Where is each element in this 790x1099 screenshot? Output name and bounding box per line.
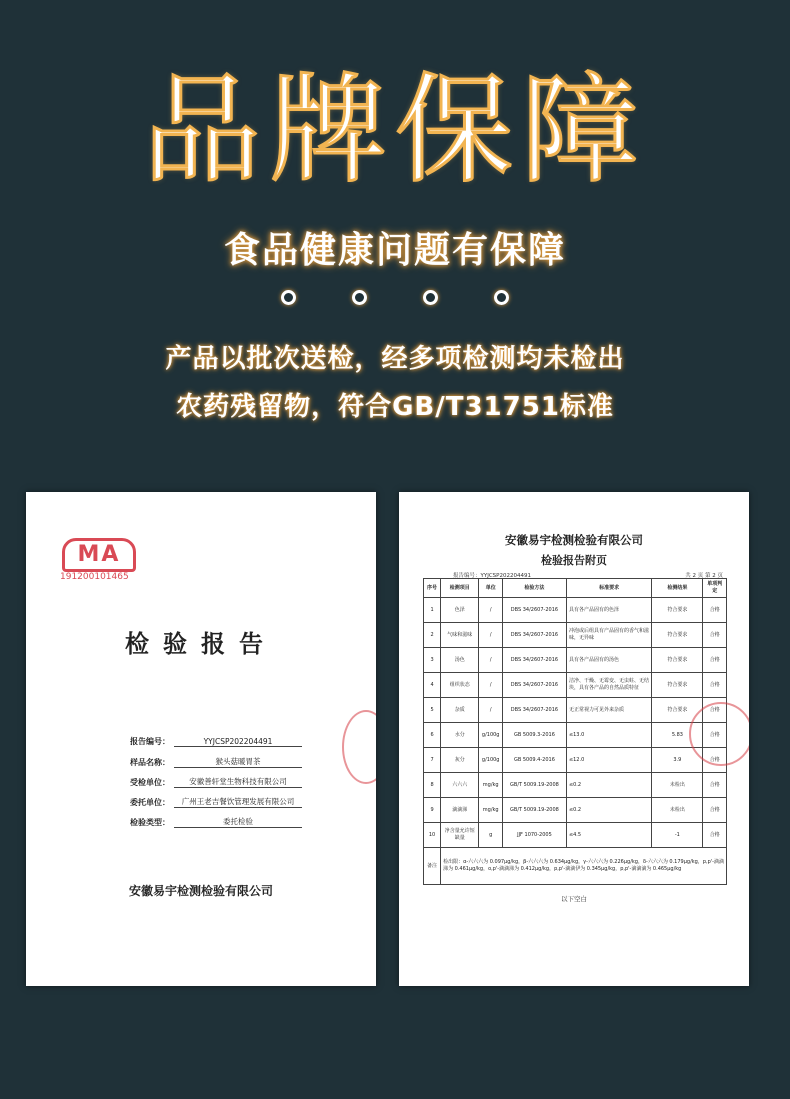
table-header-cell: 单项判定 — [703, 579, 727, 598]
table-header-cell: 序号 — [424, 579, 441, 598]
table-cell: 合格 — [703, 723, 727, 748]
table-cell: 色泽 — [441, 598, 479, 623]
table-cell: 8 — [424, 773, 441, 798]
seal-stamp — [342, 710, 376, 784]
table-row — [424, 673, 727, 698]
table-cell: 六六六 — [441, 773, 479, 798]
table-cell: 符合要求 — [652, 698, 703, 723]
table-cell: DBS 34/2607-2016 — [502, 698, 566, 723]
field-value: 安徽善轩堂生物科技有限公司 — [174, 776, 302, 788]
table-cell: 无正常视力可见外来杂质 — [566, 698, 651, 723]
description-line-1: 产品以批次送检，经多项检测均未检出 — [165, 344, 625, 374]
report-number: 报告编号：YYJCSP202204491 — [453, 573, 531, 579]
table-cell: 合格 — [703, 673, 727, 698]
dot-icon — [281, 290, 296, 305]
table-cell: 7 — [424, 748, 441, 773]
table-cell: 合格 — [703, 798, 727, 823]
table-row — [424, 723, 727, 748]
table-cell: 合格 — [703, 698, 727, 723]
table-cell: DBS 34/2607-2016 — [502, 623, 566, 648]
table-cell: DBS 34/2607-2016 — [502, 673, 566, 698]
table-cell: 汤色 — [441, 648, 479, 673]
field-value: YYJCSP202204491 — [174, 737, 302, 747]
table-cell: 水分 — [441, 723, 479, 748]
field-report-number — [130, 736, 302, 747]
table-cell: 洁净、干燥、无霉变、无虫蛀、无结块，具有各产品的自然品质特征 — [566, 673, 651, 698]
lab-name: 安徽易宇检测检验有限公司 — [128, 884, 273, 898]
table-cell: GB/T 5009.19-2008 — [502, 798, 566, 823]
report-appendix-clip — [399, 492, 749, 986]
table-cell: 具有各产品固有的汤色 — [566, 648, 651, 673]
table-cell: 气味和滋味 — [441, 623, 479, 648]
table-cell: 2 — [424, 623, 441, 648]
seal-stamp — [689, 702, 749, 766]
description-line-2: 农药残留物，符合GB/T31751标准 — [176, 392, 614, 422]
table-cell: GB 5009.3-2016 — [502, 723, 566, 748]
table-cell: 合格 — [703, 598, 727, 623]
end-marker: 以下空白 — [561, 895, 587, 903]
dot-icon — [352, 290, 367, 305]
page-indicator: 共 2 页 第 2 页 — [685, 573, 723, 579]
table-cell: 4 — [424, 673, 441, 698]
report-cover-clip — [26, 492, 376, 986]
table-row — [424, 798, 727, 823]
cma-logo: MA — [62, 538, 136, 572]
table-cell: GB 5009.4-2016 — [502, 748, 566, 773]
table-cell: 合格 — [703, 748, 727, 773]
field-label: 检验类型： — [130, 818, 170, 827]
dot-icon — [423, 290, 438, 305]
field-value: 委托检验 — [174, 816, 302, 828]
table-header-cell: 单位 — [479, 579, 502, 598]
table-cell: JJF 1070-2005 — [502, 823, 566, 848]
table-cell: 3.9 — [652, 748, 703, 773]
results-table — [423, 578, 727, 885]
table-cell: g/100g — [479, 748, 502, 773]
table-header-cell: 检测结果 — [652, 579, 703, 598]
table-cell: 灰分 — [441, 748, 479, 773]
table-cell: ≤13.0 — [566, 723, 651, 748]
table-header-cell: 检测项目 — [441, 579, 479, 598]
table-row — [424, 823, 727, 848]
table-header-row — [424, 579, 727, 598]
field-label: 委托单位： — [130, 798, 170, 807]
table-cell: 5 — [424, 698, 441, 723]
table-cell: 符合要求 — [652, 598, 703, 623]
table-cell: 未检出 — [652, 773, 703, 798]
table-row — [424, 598, 727, 623]
table-cell: 5.83 — [652, 723, 703, 748]
table-row — [424, 748, 727, 773]
table-cell: ≤0.2 — [566, 773, 651, 798]
table-cell: / — [479, 698, 502, 723]
table-cell: / — [479, 648, 502, 673]
dot-icon — [494, 290, 509, 305]
table-header-cell: 检验方法 — [502, 579, 566, 598]
field-inspection-type — [130, 816, 302, 828]
table-cell: 合格 — [703, 648, 727, 673]
note-text: 检出限：α-六六六为 0.097μg/kg，β-六六六为 0.634μg/kg，γ-六六六为 0.226μg/kg，δ-六六六为 0.179μg/kg，p,p'-滴滴涕为 0.461μg/kg，o,p'-滴滴涕为 0.412μg/kg，p,p'-滴滴伊为 0.345μg/kg，p,p'-滴滴滴为 0.465μg/kg — [441, 848, 727, 885]
table-cell: 冲泡或后组具有产品固有的香气和滋味，无异味 — [566, 623, 651, 648]
table-cell: 3 — [424, 648, 441, 673]
appendix-company: 安徽易宇检测检验有限公司 — [505, 533, 643, 547]
table-cell: 未检出 — [652, 798, 703, 823]
table-cell: GB/T 5009.19-2008 — [502, 773, 566, 798]
field-label: 受检单位： — [130, 778, 170, 787]
table-row — [424, 698, 727, 723]
field-value: 广州王老吉餐饮管理发展有限公司 — [174, 796, 302, 808]
field-value: 猴头菇暖胃茶 — [174, 756, 302, 768]
table-cell: g/100g — [479, 723, 502, 748]
table-cell: 1 — [424, 598, 441, 623]
table-cell: 杂质 — [441, 698, 479, 723]
table-cell: 符合要求 — [652, 673, 703, 698]
table-cell: / — [479, 673, 502, 698]
table-cell: 6 — [424, 723, 441, 748]
note-label: 备注 — [424, 848, 441, 885]
table-cell: ≤0.2 — [566, 798, 651, 823]
table-cell: 合格 — [703, 623, 727, 648]
appendix-title: 检验报告附页 — [541, 554, 607, 567]
table-cell: 9 — [424, 798, 441, 823]
table-note-row — [424, 848, 727, 885]
table-cell: 10 — [424, 823, 441, 848]
table-cell: 组织状态 — [441, 673, 479, 698]
table-cell: ≤12.0 — [566, 748, 651, 773]
table-header-cell: 标准要求 — [566, 579, 651, 598]
table-cell: mg/kg — [479, 798, 502, 823]
field-label: 报告编号： — [130, 737, 170, 746]
table-cell: g — [479, 823, 502, 848]
dot-divider — [0, 290, 790, 309]
table-row — [424, 623, 727, 648]
table-cell: / — [479, 623, 502, 648]
table-cell: 合格 — [703, 823, 727, 848]
table-row — [424, 648, 727, 673]
report-title: 检验报告 — [125, 630, 277, 658]
table-cell: DBS 34/2607-2016 — [502, 598, 566, 623]
table-cell: mg/kg — [479, 773, 502, 798]
table-cell: DBS 34/2607-2016 — [502, 648, 566, 673]
table-row — [424, 773, 727, 798]
table-cell: 净含量允许短缺量 — [441, 823, 479, 848]
table-cell: -1 — [652, 823, 703, 848]
cma-number: 191200101465 — [60, 572, 129, 582]
table-cell: ≤4.5 — [566, 823, 651, 848]
table-cell: 滴滴涕 — [441, 798, 479, 823]
subtitle: 食品健康问题有保障 — [223, 230, 566, 271]
field-sample-name — [130, 756, 302, 768]
table-cell: 具有各产品固有的色泽 — [566, 598, 651, 623]
field-client-unit — [130, 796, 302, 808]
table-cell: / — [479, 598, 502, 623]
table-cell: 符合要求 — [652, 648, 703, 673]
table-cell: 符合要求 — [652, 623, 703, 648]
main-title: 品牌保障 — [142, 61, 647, 199]
table-cell: 合格 — [703, 773, 727, 798]
table-body — [424, 598, 727, 885]
report-cover-page — [26, 492, 376, 986]
field-label: 样品名称： — [130, 758, 170, 767]
report-appendix-page — [399, 492, 749, 986]
field-inspected-unit — [130, 776, 302, 788]
